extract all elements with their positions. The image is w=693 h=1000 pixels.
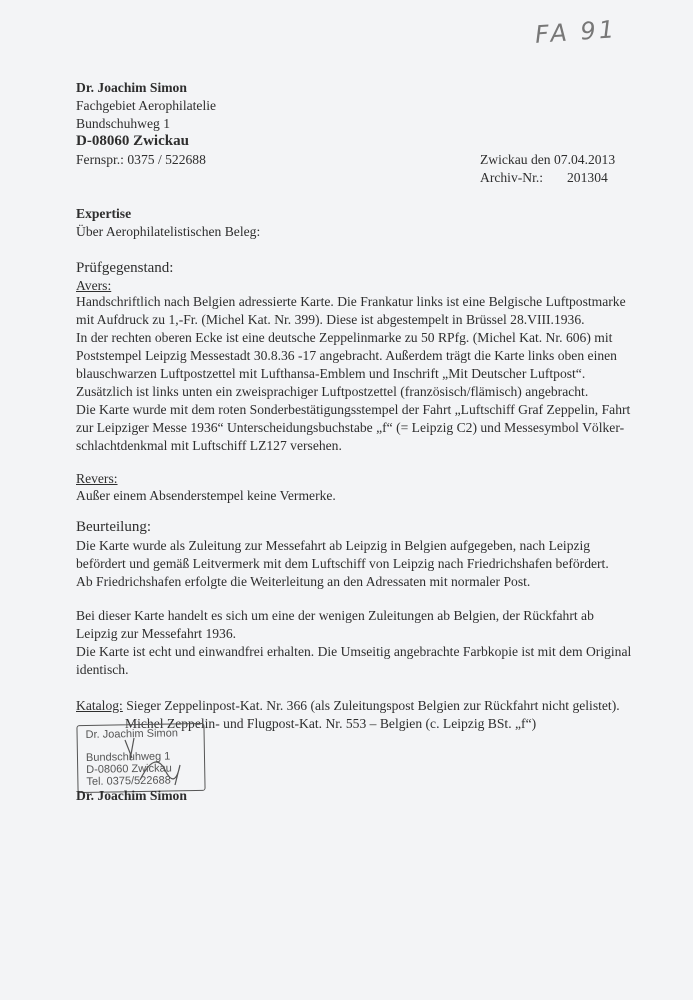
text-line: Die Karte ist echt und einwandfrei erhalten. Die Umseitig angebrachte Farbkopie ist mit dem Original <box>76 644 632 659</box>
catalog-line-1 <box>76 697 620 714</box>
text-line: Leipzig zur Messefahrt 1936. <box>76 626 237 641</box>
sender-city: D-08060 Zwickau <box>76 133 189 149</box>
stamp-street: Bundschuhweg 1 <box>85 750 171 764</box>
place-date: Zwickau den 07.04.2013 <box>480 152 616 167</box>
revers-heading: Revers: <box>76 471 118 486</box>
stamp-phone: Tel. 0375/522688 <box>86 774 171 788</box>
sender-street: Bundschuhweg 1 <box>76 116 171 131</box>
archive-label: Archiv-Nr.: <box>480 170 544 185</box>
text-line: zur Leipziger Messe 1936“ Unterscheidungsbuchstabe „f“ (= Leipzig C2) und Messesymbol Völker- <box>76 420 625 435</box>
object-heading: Prüfgegenstand: <box>76 260 174 276</box>
text-line: Poststempel Leipzig Messestadt 30.8.36 -17 angebracht. Außerdem trägt die Karte links oben einen <box>76 348 617 363</box>
text-line: identisch. <box>76 662 129 677</box>
stamp-name: Dr. Joachim Simon <box>85 727 178 741</box>
text-line: Handschriftlich nach Belgien adressierte Karte. Die Frankatur links ist eine Belgische Luftpostmarke <box>76 294 626 309</box>
text-line: Bei dieser Karte handelt es sich um eine der wenigen Zuleitungen ab Belgien, der Rückfahrt ab <box>76 608 594 623</box>
catalog-line-2: Michel Zeppelin- und Flugpost-Kat. Nr. 553 – Belgien (c. Leipzig BSt. „f“) <box>125 716 537 731</box>
signature-name: Dr. Joachim Simon <box>76 788 187 803</box>
text-line: In der rechten oberen Ecke ist eine deutsche Zeppelinmarke zu 50 RPfg. (Michel Kat. Nr. 606) mit <box>76 330 613 345</box>
archive-number: 201304 <box>567 170 608 185</box>
text-line: Die Karte wurde als Zuleitung zur Messefahrt ab Leipzig in Belgien aufgegeben, nach Leipzig <box>76 538 591 553</box>
document-subtitle: Über Aerophilatelistischen Beleg: <box>76 224 261 239</box>
avers-heading: Avers: <box>76 278 112 293</box>
document-title: Expertise <box>76 206 132 221</box>
text-line: blauschwarzen Luftpostzettel mit Lufthansa-Emblem und Inschrift „Mit Deutscher Luftpost“. <box>76 366 586 381</box>
text-line: befördert und gemäß Leitvermerk mit dem Luftschiff von Leipzig nach Friedrichshafen befördert. <box>76 556 609 571</box>
handwritten-signature <box>120 730 190 790</box>
revers-text: Außer einem Absenderstempel keine Vermerke. <box>76 488 336 503</box>
handwritten-annotation: FA 91 <box>534 15 618 49</box>
text-line: Zusätzlich ist links unten ein zweisprachiger Luftpostzettel (französisch/flämisch) angebracht. <box>76 384 589 399</box>
text-line: Die Karte wurde mit dem roten Sonderbestätigungsstempel der Fahrt „Luftschiff Graf Zeppelin, Fahrt <box>76 402 631 417</box>
assessment-heading: Beurteilung: <box>76 519 151 535</box>
sender-phone: Fernspr.: 0375 / 522688 <box>76 152 206 167</box>
sender-name: Dr. Joachim Simon <box>76 80 187 95</box>
catalog-text-1: Sieger Zeppelinpost-Kat. Nr. 366 (als Zuleitungspost Belgien zur Rückfahrt nicht gelistet). <box>122 698 620 713</box>
text-line: mit Aufdruck zu 1,-Fr. (Michel Kat. Nr. 399). Diese ist abgestempelt in Brüssel 28.VIII.1936. <box>76 312 585 327</box>
sender-field: Fachgebiet Aerophilatelie <box>76 98 217 113</box>
catalog-label: Katalog: <box>76 698 123 713</box>
text-line: schlachtdenkmal mit Luftschiff LZ127 versehen. <box>76 438 342 453</box>
text-line: Ab Friedrichshafen erfolgte die Weiterleitung an den Adressaten mit normaler Post. <box>76 574 531 589</box>
stamp-city: D-08060 Zwickau <box>86 762 172 776</box>
